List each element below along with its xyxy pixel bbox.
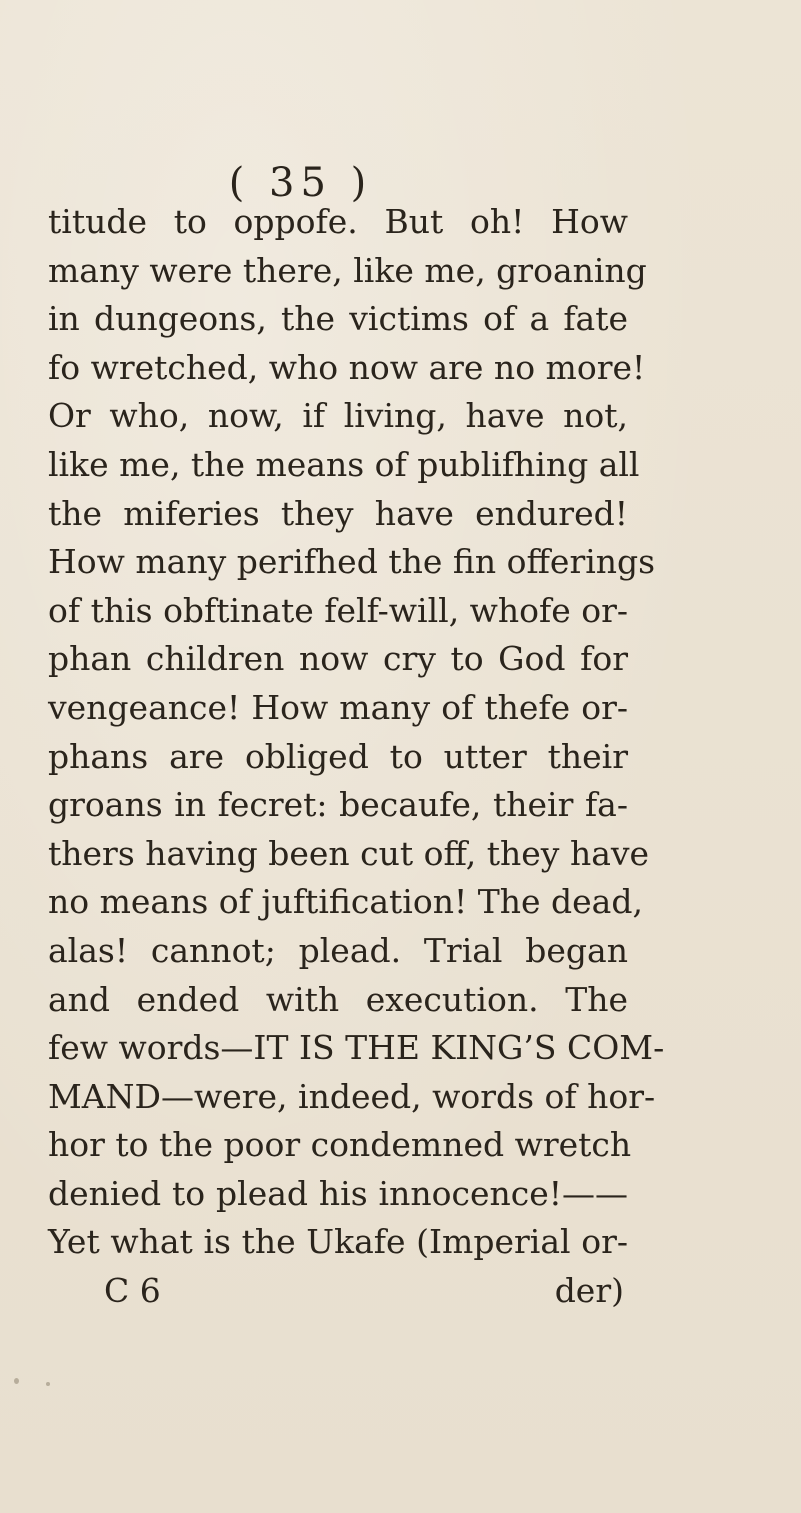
- text-line: the miferies they have endured!: [48, 493, 628, 533]
- catchword: der): [554, 1271, 624, 1311]
- text-line: many were there, like me, groaning: [48, 250, 647, 290]
- body-text: [48, 198, 665, 1316]
- text-line: and ended with execution. The: [48, 979, 628, 1019]
- text-line: alas! cannot; plead. Trial began: [48, 930, 628, 970]
- page-number: ( 35 ): [228, 160, 373, 206]
- text-line: in dungeons, the victims of a fate: [48, 299, 628, 339]
- text-line: like me, the means of publifhing all: [48, 444, 640, 484]
- text-line: phans are obliged to utter their: [48, 736, 628, 776]
- text-line: thers having been cut off, they have: [48, 833, 650, 873]
- text-line: vengeance! How many of thefe or-: [48, 687, 628, 727]
- text-line: of this obftinate felf-will, whofe or-: [48, 590, 629, 630]
- text-line: MAND—were, indeed, words of hor-: [48, 1076, 656, 1116]
- text-line: phan children now cry to God for: [48, 639, 628, 679]
- text-line: titude to oppofe. But oh! How: [48, 202, 628, 241]
- text-line: Yet what is the Ukafe (Imperial or-: [48, 1222, 628, 1262]
- text-line: How many perifhed the fin offerings: [48, 542, 656, 582]
- text-line: denied to plead his innocence!——: [48, 1173, 628, 1213]
- paper-speck: [46, 1382, 50, 1386]
- text-line: fo wretched, who now are no more!: [48, 347, 646, 387]
- text-line: no means of juftification! The dead,: [48, 882, 643, 922]
- footer-line: [48, 1267, 628, 1316]
- signature-mark: C 6: [104, 1271, 161, 1311]
- text-line: hor to the poor condemned wretch: [48, 1125, 632, 1165]
- text-line: groans in fecret: becaufe, their fa-: [48, 785, 628, 825]
- text-line: few words—IT IS THE KING’S COM-: [48, 1028, 665, 1068]
- text-line: Or who, now, if living, have not,: [48, 396, 628, 436]
- paper-speck: [14, 1378, 19, 1384]
